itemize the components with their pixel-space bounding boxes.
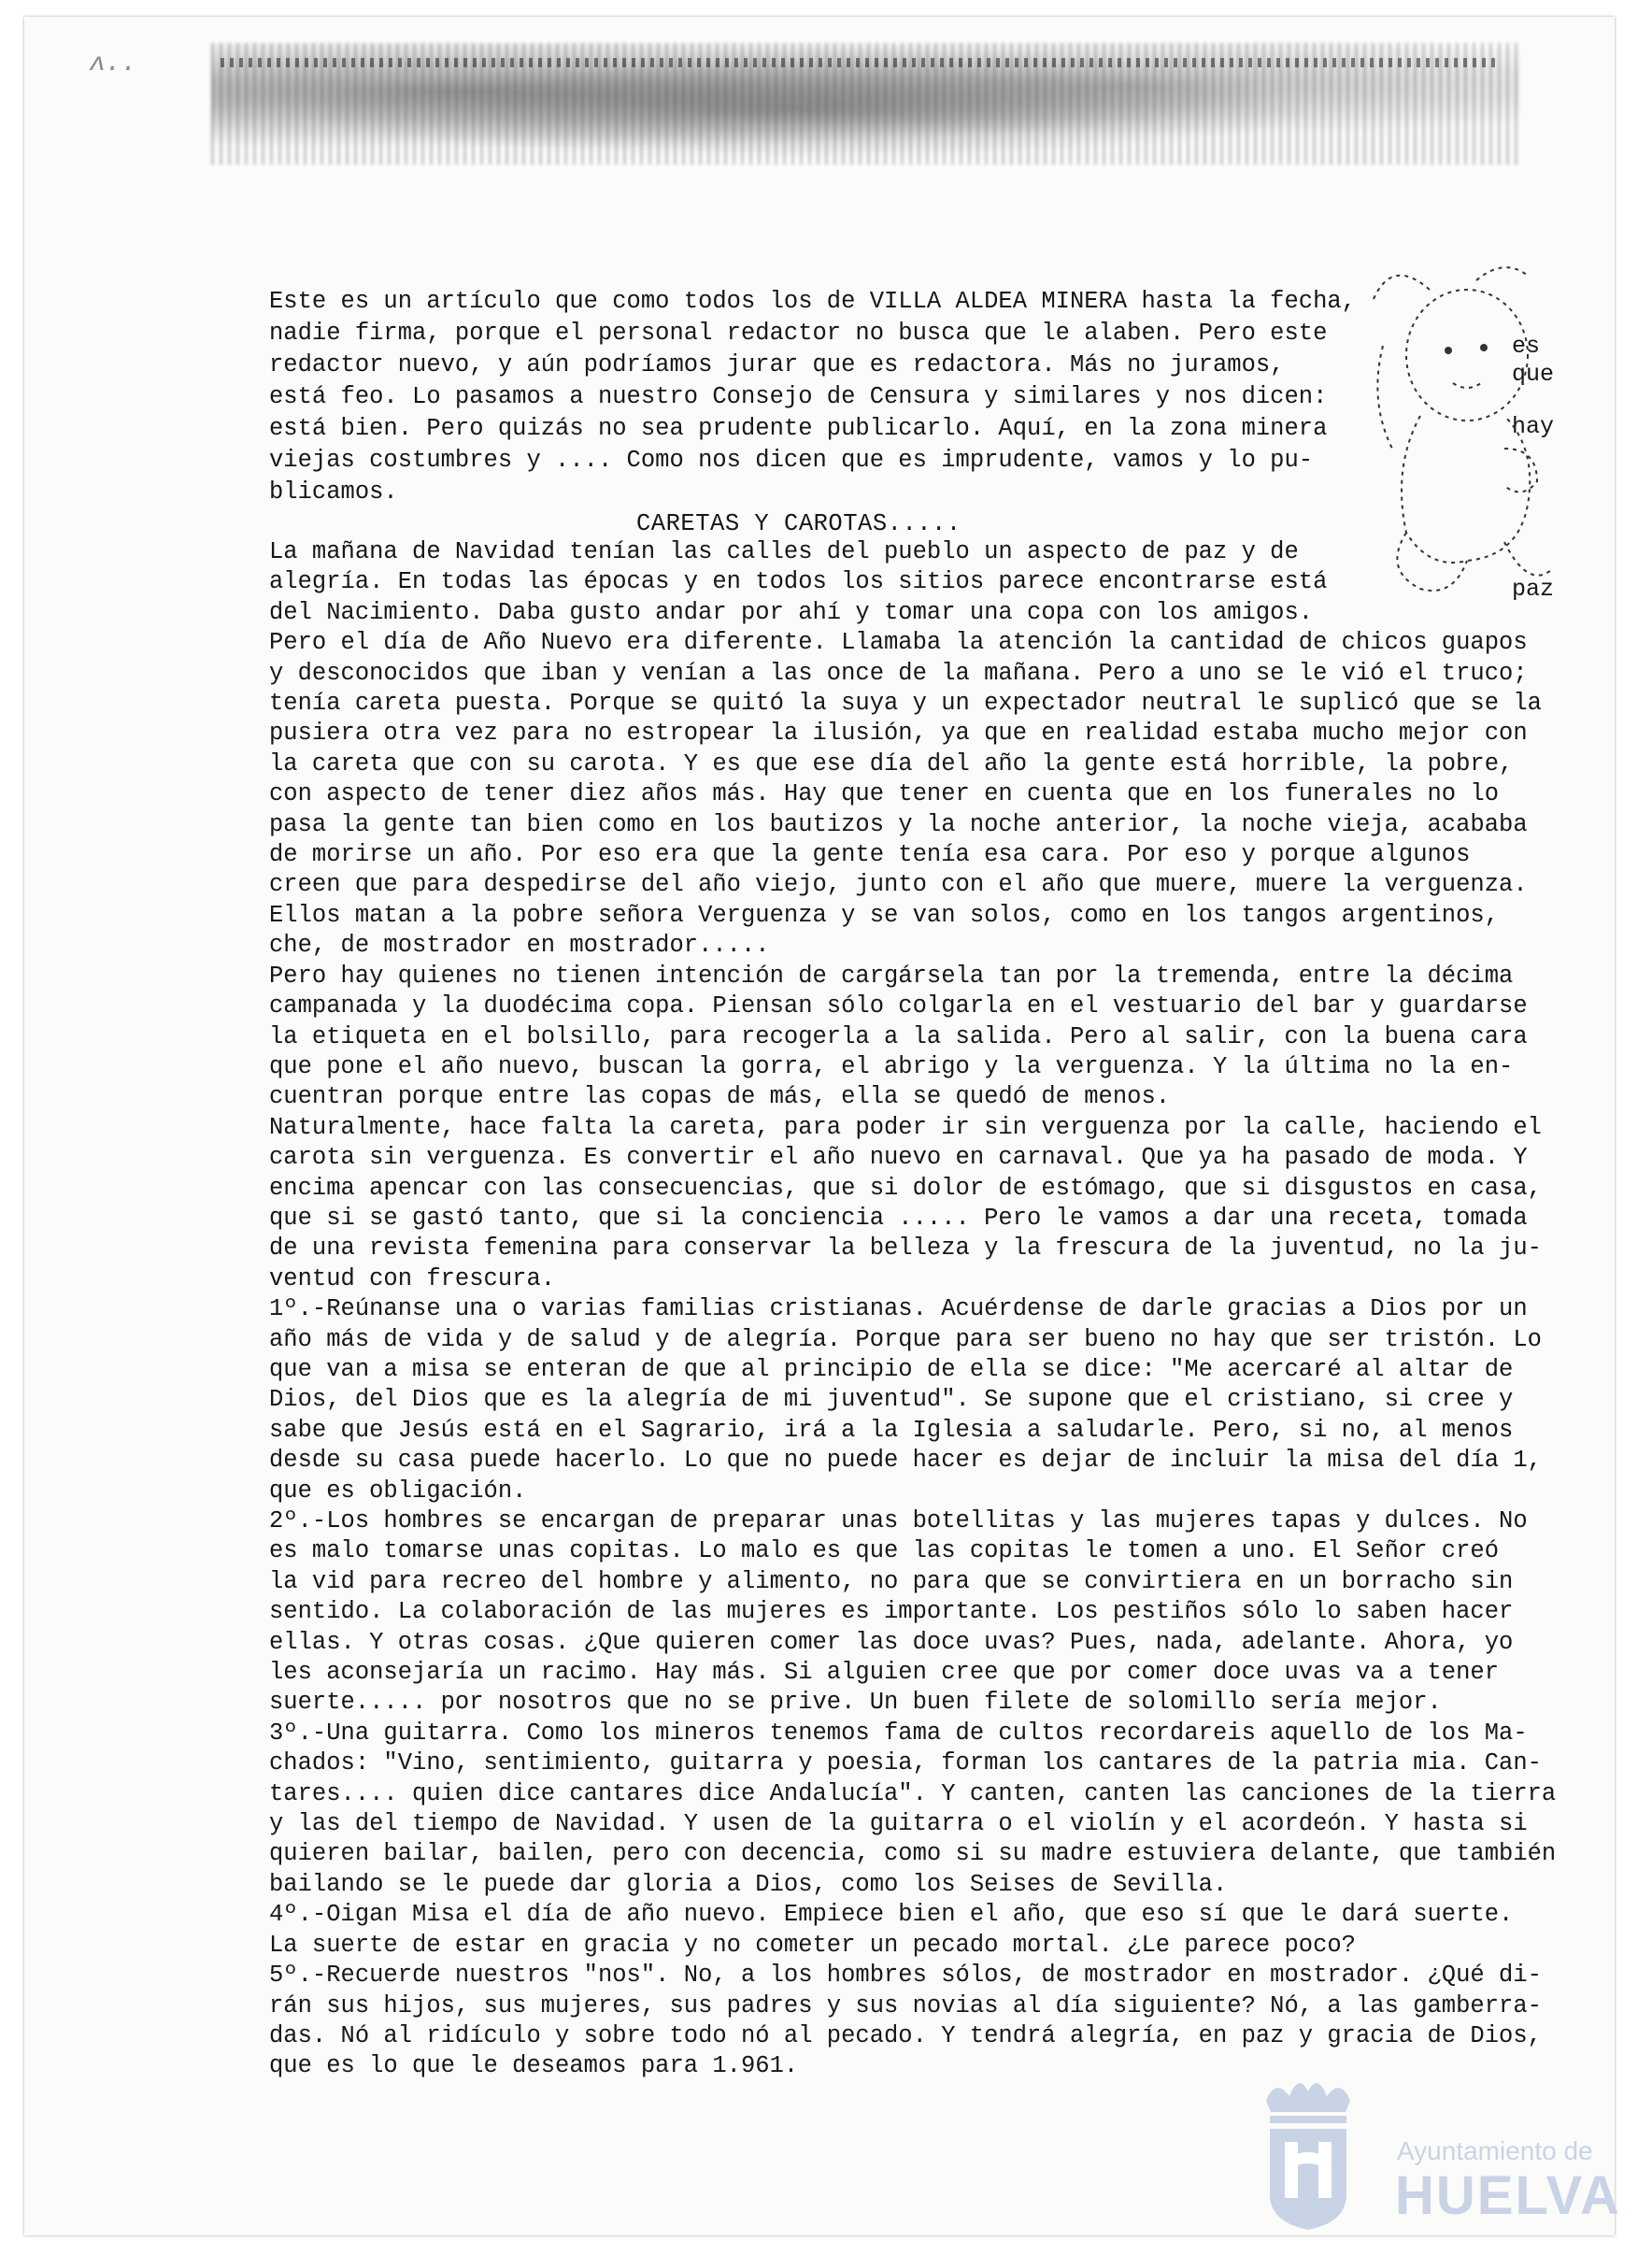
watermark-city: HUELVA <box>1395 2165 1621 2226</box>
margin-word: es <box>1512 333 1541 360</box>
margin-word: paz <box>1512 576 1555 603</box>
smudged-header-line <box>221 58 1501 67</box>
article-title: CARETAS Y CAROTAS..... <box>636 510 961 537</box>
intro-paragraph: Este es un artículo que como todos los de VILLA ALDEA MINERA hasta la fecha, nadie firma, porque el personal redactor no busca que le alaben. Pero este redactor nuevo, y aún podríamos jurar que es redactora. Más no juramos, está feo. Lo pasamos a nuestro Consejo de Censura y similares y nos dicen: está bien. Pero quizás no sea prudente publicarlo. Aquí, en la zona minera viejas costumbres y .... Como nos dicen que es imprudente, vamos y lo pu- blicamos. <box>269 288 1356 506</box>
margin-word: que <box>1512 361 1555 388</box>
watermark-label: Ayuntamiento de <box>1397 2136 1593 2165</box>
coat-of-arms-icon <box>1257 2063 1360 2232</box>
pencil-mark: ʌ.. <box>90 50 137 78</box>
article-body: La mañana de Navidad tenían las calles del pueblo un aspecto de paz y de alegría. En todas las épocas y en todos los sitios parece encontrarse está del Nacimiento. Daba gusto andar por ahí y tomar una copa con los amigos. Pero el día de Año Nuevo era diferente. Llamaba la atención la cantidad de chicos guapos y desconocidos que iban y venían a las once de la mañana. Pero a uno se le vió el truco; tenía careta puesta. Porque se quitó la suya y un expectador neutral le suplicó que se la pusiera otra vez para no estropear la ilusión, ya que en realidad estaba mucho mejor con la careta que con su carota. Y es que ese día del año la gente está horrible, la pobre, con aspecto de tener diez años más. Hay que tener en cuenta que en los funerales no lo pasa la gente tan bien como en los bautizos y la noche anterior, la noche vieja, acababa de morirse un año. Por eso era que la gente tenía esa cara. Por eso y porque algunos creen que para despedirse del año viejo, junto con el año que muere, muere la verguenza. Ellos matan a la pobre señora Verguenza y se van solos, como en los tangos argentinos, che, de mostrador en mostrador..... Pero hay quienes no tienen intención de cargársela tan por la tremenda, entre la décima campanada y la duodécima copa. Piensan sólo colgarla en el vestuario del bar y guardarse la etiqueta en el bolsillo, para recogerla a la salida. Pero al salir, con la buena cara que pone el año nuevo, buscan la gorra, el abrigo y la verguenza. Y la última no la en- cuentran porque entre las copas de más, ella se quedó de menos. Naturalmente, hace falta la careta, para poder ir sin verguenza por la calle, haciendo el carota sin verguenza. Es convertir el año nuevo en carnaval. Que ya ha pasado de moda. Y encima apencar con las consecuencias, que si dolor de estómago, que si disgustos en casa, que si se gastó tanto, que si la conciencia ..... Pero le vamos a dar una receta, tomada de una revista femenina para conservar la belleza y la frescura de la juventud, no la ju- ventud con frescura. 1º.-Reúnanse una o varias familias cristianas. Acuérdense de darle gracias a Dios por un año más de vida y de salud y de alegría. Porque para ser bueno no hay que ser tristón. Lo que van a misa se enteran de que al principio de ella se dice: "Me acercaré al altar de Dios, del Dios que es la alegría de mi juventud". Se supone que el cristiano, si cree y sabe que Jesús está en el Sagrario, irá a la Iglesia a saludarle. Pero, si no, al menos desde su casa puede hacerlo. Lo que no puede hacer es dejar de incluir la misa del día 1, que es obligación. 2º.-Los hombres se encargan de preparar unas botellitas y las mujeres tapas y dulces. No es malo tomarse unas copitas. Lo malo es que las copitas le tomen a uno. El Señor creó la vid para recreo del hombre y alimento, no para que se convirtiera en un borracho sin sentido. La colaboración de las mujeres es importante. Los pestiños sólo lo saben hacer ellas. Y otras cosas. ¿Que quieren comer las doce uvas? Pues, nada, adelante. Ahora, yo les aconsejaría un racimo. Hay más. Si alguien cree que por comer doce uvas va a tener suerte..... por nosotros que no se prive. Un buen filete de solomillo sería mejor. 3º.-Una guitarra. Como los mineros tenemos fama de cultos recordareis aquello de los Ma- chados: "Vino, sentimiento, guitarra y poesia, forman los cantares de la patria mia. Can- tares.... quien dice cantares dice Andalucía". Y canten, canten las canciones de la tierra y las del tiempo de Navidad. Y usen de la guitarra o el violín y el acordeón. Y hasta si quieren bailar, bailen, pero con decencia, como si su madre estuviera delante, que también bailando se le puede dar gloria a Dios, como los Seises de Sevilla. 4º.-Oigan Misa el día de año nuevo. Empiece bien el año, que eso sí que le dará suerte. La suerte de estar en gracia y no cometer un pecado mortal. ¿Le parece poco? 5º.-Recuerde nuestros "nos". No, a los hombres sólos, de mostrador en mostrador. ¿Qué di- rán sus hijos, sus mujeres, sus padres y sus novias al día siguiente? Nó, a las gamberra- das. Nó al ridículo y sobre todo nó al pecado. Y tendrá alegría, en paz y gracia de Dios, que es lo que le deseamos para 1.961. <box>269 538 1557 2080</box>
city-logo <box>1257 2063 1621 2232</box>
margin-word: hay <box>1512 413 1555 440</box>
